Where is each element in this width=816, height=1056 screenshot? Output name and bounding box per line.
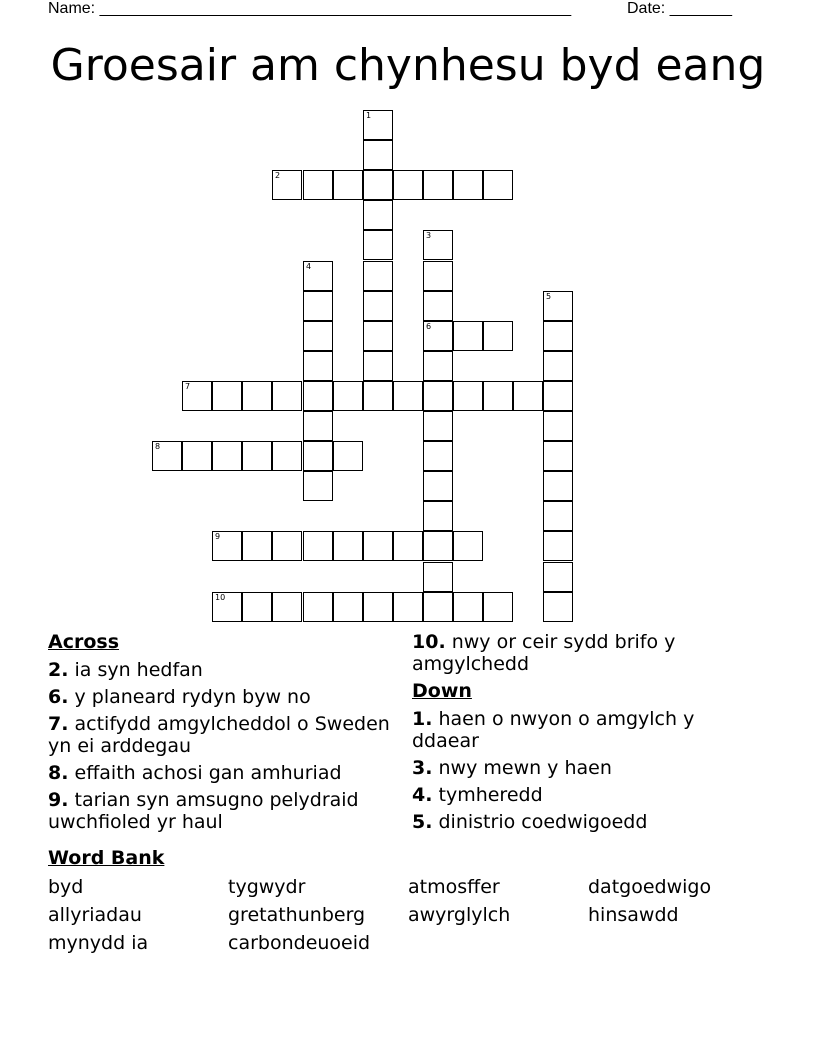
word-bank-item: awyrglylch	[408, 904, 511, 926]
word-bank-item: tygwydr	[228, 876, 306, 898]
clue-number: 2.	[48, 659, 69, 681]
clue-across-9	[48, 789, 393, 833]
clue-text: haen o nwyon o amgylch y ddaear	[412, 708, 695, 752]
clue-text: effaith achosi gan amhuriad	[74, 762, 342, 784]
clue-number: 9.	[48, 789, 69, 811]
clue-number: 6.	[48, 686, 69, 708]
clue-text: y planeard rydyn byw no	[74, 686, 311, 708]
grid-cell[interactable]	[513, 381, 543, 411]
grid-cell[interactable]	[423, 291, 453, 321]
grid-cell[interactable]	[303, 592, 333, 622]
grid-cell[interactable]	[303, 381, 333, 411]
grid-cell[interactable]	[303, 291, 333, 321]
grid-cell[interactable]	[272, 381, 302, 411]
grid-cell[interactable]	[453, 592, 483, 622]
grid-cell[interactable]	[483, 321, 513, 351]
grid-cell[interactable]	[543, 562, 573, 592]
grid-cell[interactable]	[242, 531, 272, 561]
grid-cell[interactable]	[423, 562, 453, 592]
grid-cell[interactable]	[543, 351, 573, 381]
grid-cell[interactable]	[363, 170, 393, 200]
clue-across-7	[48, 713, 393, 757]
clue-text: tarian syn amsugno pelydraid uwchfioled yr haul	[48, 789, 359, 833]
grid-cell[interactable]	[393, 592, 423, 622]
clue-text: dinistrio coedwigoedd	[438, 811, 648, 833]
grid-cell[interactable]	[363, 592, 393, 622]
grid-cell[interactable]	[483, 170, 513, 200]
grid-cell[interactable]	[543, 592, 573, 622]
word-bank-item: byd	[48, 876, 84, 898]
down-heading: Down	[412, 680, 472, 702]
grid-cell[interactable]	[242, 592, 272, 622]
grid-cell[interactable]	[453, 381, 483, 411]
word-bank-heading: Word Bank	[48, 847, 165, 869]
grid-cell[interactable]	[393, 381, 423, 411]
grid-cell[interactable]	[212, 592, 242, 622]
grid-cell[interactable]	[423, 531, 453, 561]
clue-down-1	[412, 708, 752, 752]
clue-text: nwy mewn y haen	[438, 757, 612, 779]
grid-cell[interactable]	[423, 351, 453, 381]
grid-cell[interactable]	[453, 321, 483, 351]
word-bank-item: allyriadau	[48, 904, 142, 926]
clue-text: actifydd amgylcheddol o Sweden yn ei arddegau	[48, 713, 390, 757]
word-bank-item: atmosffer	[408, 876, 500, 898]
grid-cell[interactable]	[543, 381, 573, 411]
cell-number: 7	[185, 382, 191, 391]
cell-number: 4	[306, 262, 312, 271]
clue-number: 3.	[412, 757, 433, 779]
grid-cell[interactable]	[333, 381, 363, 411]
grid-cell[interactable]	[363, 351, 393, 381]
word-bank-item: datgoedwigo	[588, 876, 712, 898]
grid-cell[interactable]	[363, 230, 393, 260]
grid-cell[interactable]	[543, 531, 573, 561]
grid-cell[interactable]	[423, 261, 453, 291]
grid-cell[interactable]	[212, 531, 242, 561]
grid-cell[interactable]	[483, 592, 513, 622]
page-title: Groesair am chynhesu byd eang	[50, 40, 766, 91]
grid-cell[interactable]	[423, 471, 453, 501]
clue-across-6	[48, 686, 393, 708]
clue-number: 7.	[48, 713, 69, 735]
clue-across-2	[48, 659, 393, 681]
grid-cell[interactable]	[272, 592, 302, 622]
grid-cell[interactable]	[152, 441, 182, 471]
cell-number: 2	[275, 171, 281, 180]
grid-cell[interactable]	[453, 531, 483, 561]
cell-number: 5	[546, 292, 552, 301]
clue-number: 8.	[48, 762, 69, 784]
grid-cell[interactable]	[363, 140, 393, 170]
clue-down-3	[412, 757, 752, 779]
grid-cell[interactable]	[423, 321, 453, 351]
clue-number: 4.	[412, 784, 433, 806]
grid-cell[interactable]	[393, 170, 423, 200]
grid-cell[interactable]	[423, 411, 453, 441]
grid-cell[interactable]	[303, 441, 333, 471]
grid-cell[interactable]	[303, 411, 333, 441]
grid-cell[interactable]	[543, 291, 573, 321]
grid-cell[interactable]	[363, 261, 393, 291]
clue-text: nwy or ceir sydd brifo y amgylchedd	[412, 631, 676, 675]
clue-number: 5.	[412, 811, 433, 833]
grid-cell[interactable]	[212, 441, 242, 471]
clue-text: ia syn hedfan	[74, 659, 203, 681]
word-bank-item: hinsawdd	[588, 904, 679, 926]
cell-number: 9	[215, 532, 221, 541]
grid-cell[interactable]	[333, 592, 363, 622]
grid-cell[interactable]	[303, 351, 333, 381]
clue-number: 10.	[412, 631, 446, 653]
across-clues	[48, 631, 393, 838]
grid-cell[interactable]	[303, 531, 333, 561]
cell-number: 10	[215, 593, 226, 602]
grid-cell[interactable]	[212, 381, 242, 411]
grid-cell[interactable]	[182, 381, 212, 411]
grid-cell[interactable]	[303, 471, 333, 501]
grid-cell[interactable]	[423, 501, 453, 531]
clue-down-5	[412, 811, 752, 833]
grid-cell[interactable]	[453, 170, 483, 200]
across-heading: Across	[48, 631, 120, 653]
clue-number: 1.	[412, 708, 433, 730]
grid-cell[interactable]	[543, 471, 573, 501]
cell-number: 3	[426, 231, 432, 240]
grid-cell[interactable]	[363, 321, 393, 351]
grid-cell[interactable]	[543, 501, 573, 531]
grid-cell[interactable]	[272, 170, 302, 200]
grid-cell[interactable]	[272, 441, 302, 471]
grid-cell[interactable]	[543, 321, 573, 351]
grid-cell[interactable]	[242, 441, 272, 471]
grid-cell[interactable]	[543, 411, 573, 441]
grid-cell[interactable]	[483, 381, 513, 411]
grid-cell[interactable]	[423, 170, 453, 200]
grid-cell[interactable]	[333, 170, 363, 200]
grid-cell[interactable]	[423, 381, 453, 411]
grid-cell[interactable]	[333, 531, 363, 561]
grid-cell[interactable]	[333, 441, 363, 471]
grid-cell[interactable]	[242, 381, 272, 411]
grid-cell[interactable]	[393, 531, 423, 561]
name-field-label: Name: _____________________________________________________	[48, 0, 572, 17]
cell-number: 6	[426, 322, 432, 331]
clue-text: tymheredd	[438, 784, 543, 806]
clue-across-10	[412, 631, 752, 675]
grid-cell[interactable]	[543, 441, 573, 471]
grid-cell[interactable]	[363, 200, 393, 230]
grid-cell[interactable]	[423, 441, 453, 471]
grid-cell[interactable]	[363, 381, 393, 411]
cell-number: 8	[155, 442, 161, 451]
word-bank-item: carbondeuoeid	[228, 932, 371, 954]
grid-cell[interactable]	[303, 261, 333, 291]
cell-number: 1	[366, 111, 372, 120]
grid-cell[interactable]	[303, 170, 333, 200]
grid-cell[interactable]	[182, 441, 212, 471]
down-clues	[412, 631, 752, 838]
grid-cell[interactable]	[363, 291, 393, 321]
date-field-label: Date: _______	[627, 0, 732, 17]
grid-cell[interactable]	[423, 230, 453, 260]
grid-cell[interactable]	[363, 110, 393, 140]
clue-across-8	[48, 762, 393, 784]
clue-down-4	[412, 784, 752, 806]
grid-cell[interactable]	[303, 321, 333, 351]
grid-cell[interactable]	[272, 531, 302, 561]
grid-cell[interactable]	[423, 592, 453, 622]
word-bank-item: mynydd ia	[48, 932, 149, 954]
word-bank-item: gretathunberg	[228, 904, 366, 926]
grid-cell[interactable]	[363, 531, 393, 561]
